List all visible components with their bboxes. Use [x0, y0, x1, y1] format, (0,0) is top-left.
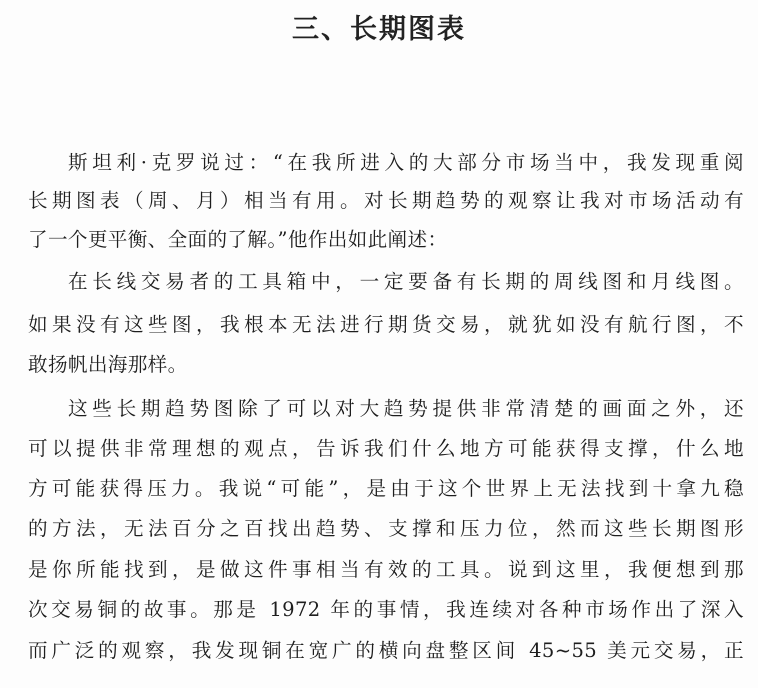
- paragraph-3-line-7: 而广泛的观察，我发现铜在宽广的横向盘整区间 45~55 美元交易，正: [28, 639, 744, 662]
- paragraph-3-line-1: 这些长期趋势图除了可以对大趋势提供非常清楚的画面之外，还: [68, 397, 744, 420]
- paragraph-3-line-6: 次交易铜的故事。那是 1972 年的事情，我连续对各种市场作出了深入: [28, 598, 744, 621]
- paragraph-3-line-2: 可以提供非常理想的观点，告诉我们什么地方可能获得支撑，什么地: [28, 437, 744, 460]
- section-heading: 三、长期图表: [292, 14, 466, 45]
- paragraph-2-line-2: 如果没有这些图，我根本无法进行期货交易，就犹如没有航行图，不: [28, 313, 744, 336]
- paragraph-1-line-2: 长期图表（周、月）相当有用。对长期趋势的观察让我对市场活动有: [28, 189, 744, 212]
- paragraph-2-line-1: 在长线交易者的工具箱中，一定要备有长期的周线图和月线图。: [68, 270, 744, 293]
- paragraph-3-line-4: 的方法，无法百分之百找出趋势、支撑和压力位，然而这些长期图形: [28, 517, 744, 540]
- paragraph-1-line-3: 了一个更平衡、全面的了解。”他作出如此阐述：: [28, 228, 448, 251]
- paragraph-2-line-3: 敢扬帆出海那样。: [28, 353, 188, 376]
- paragraph-3-line-3: 方可能获得压力。我说“可能”，是由于这个世界上无法找到十拿九稳: [28, 477, 744, 500]
- paragraph-1-line-1: 斯坦利·克罗说过：“在我所进入的大部分市场当中，我发现重阅: [68, 151, 744, 174]
- paragraph-3-line-5: 是你所能找到，是做这件事相当有效的工具。说到这里，我便想到那: [28, 558, 744, 581]
